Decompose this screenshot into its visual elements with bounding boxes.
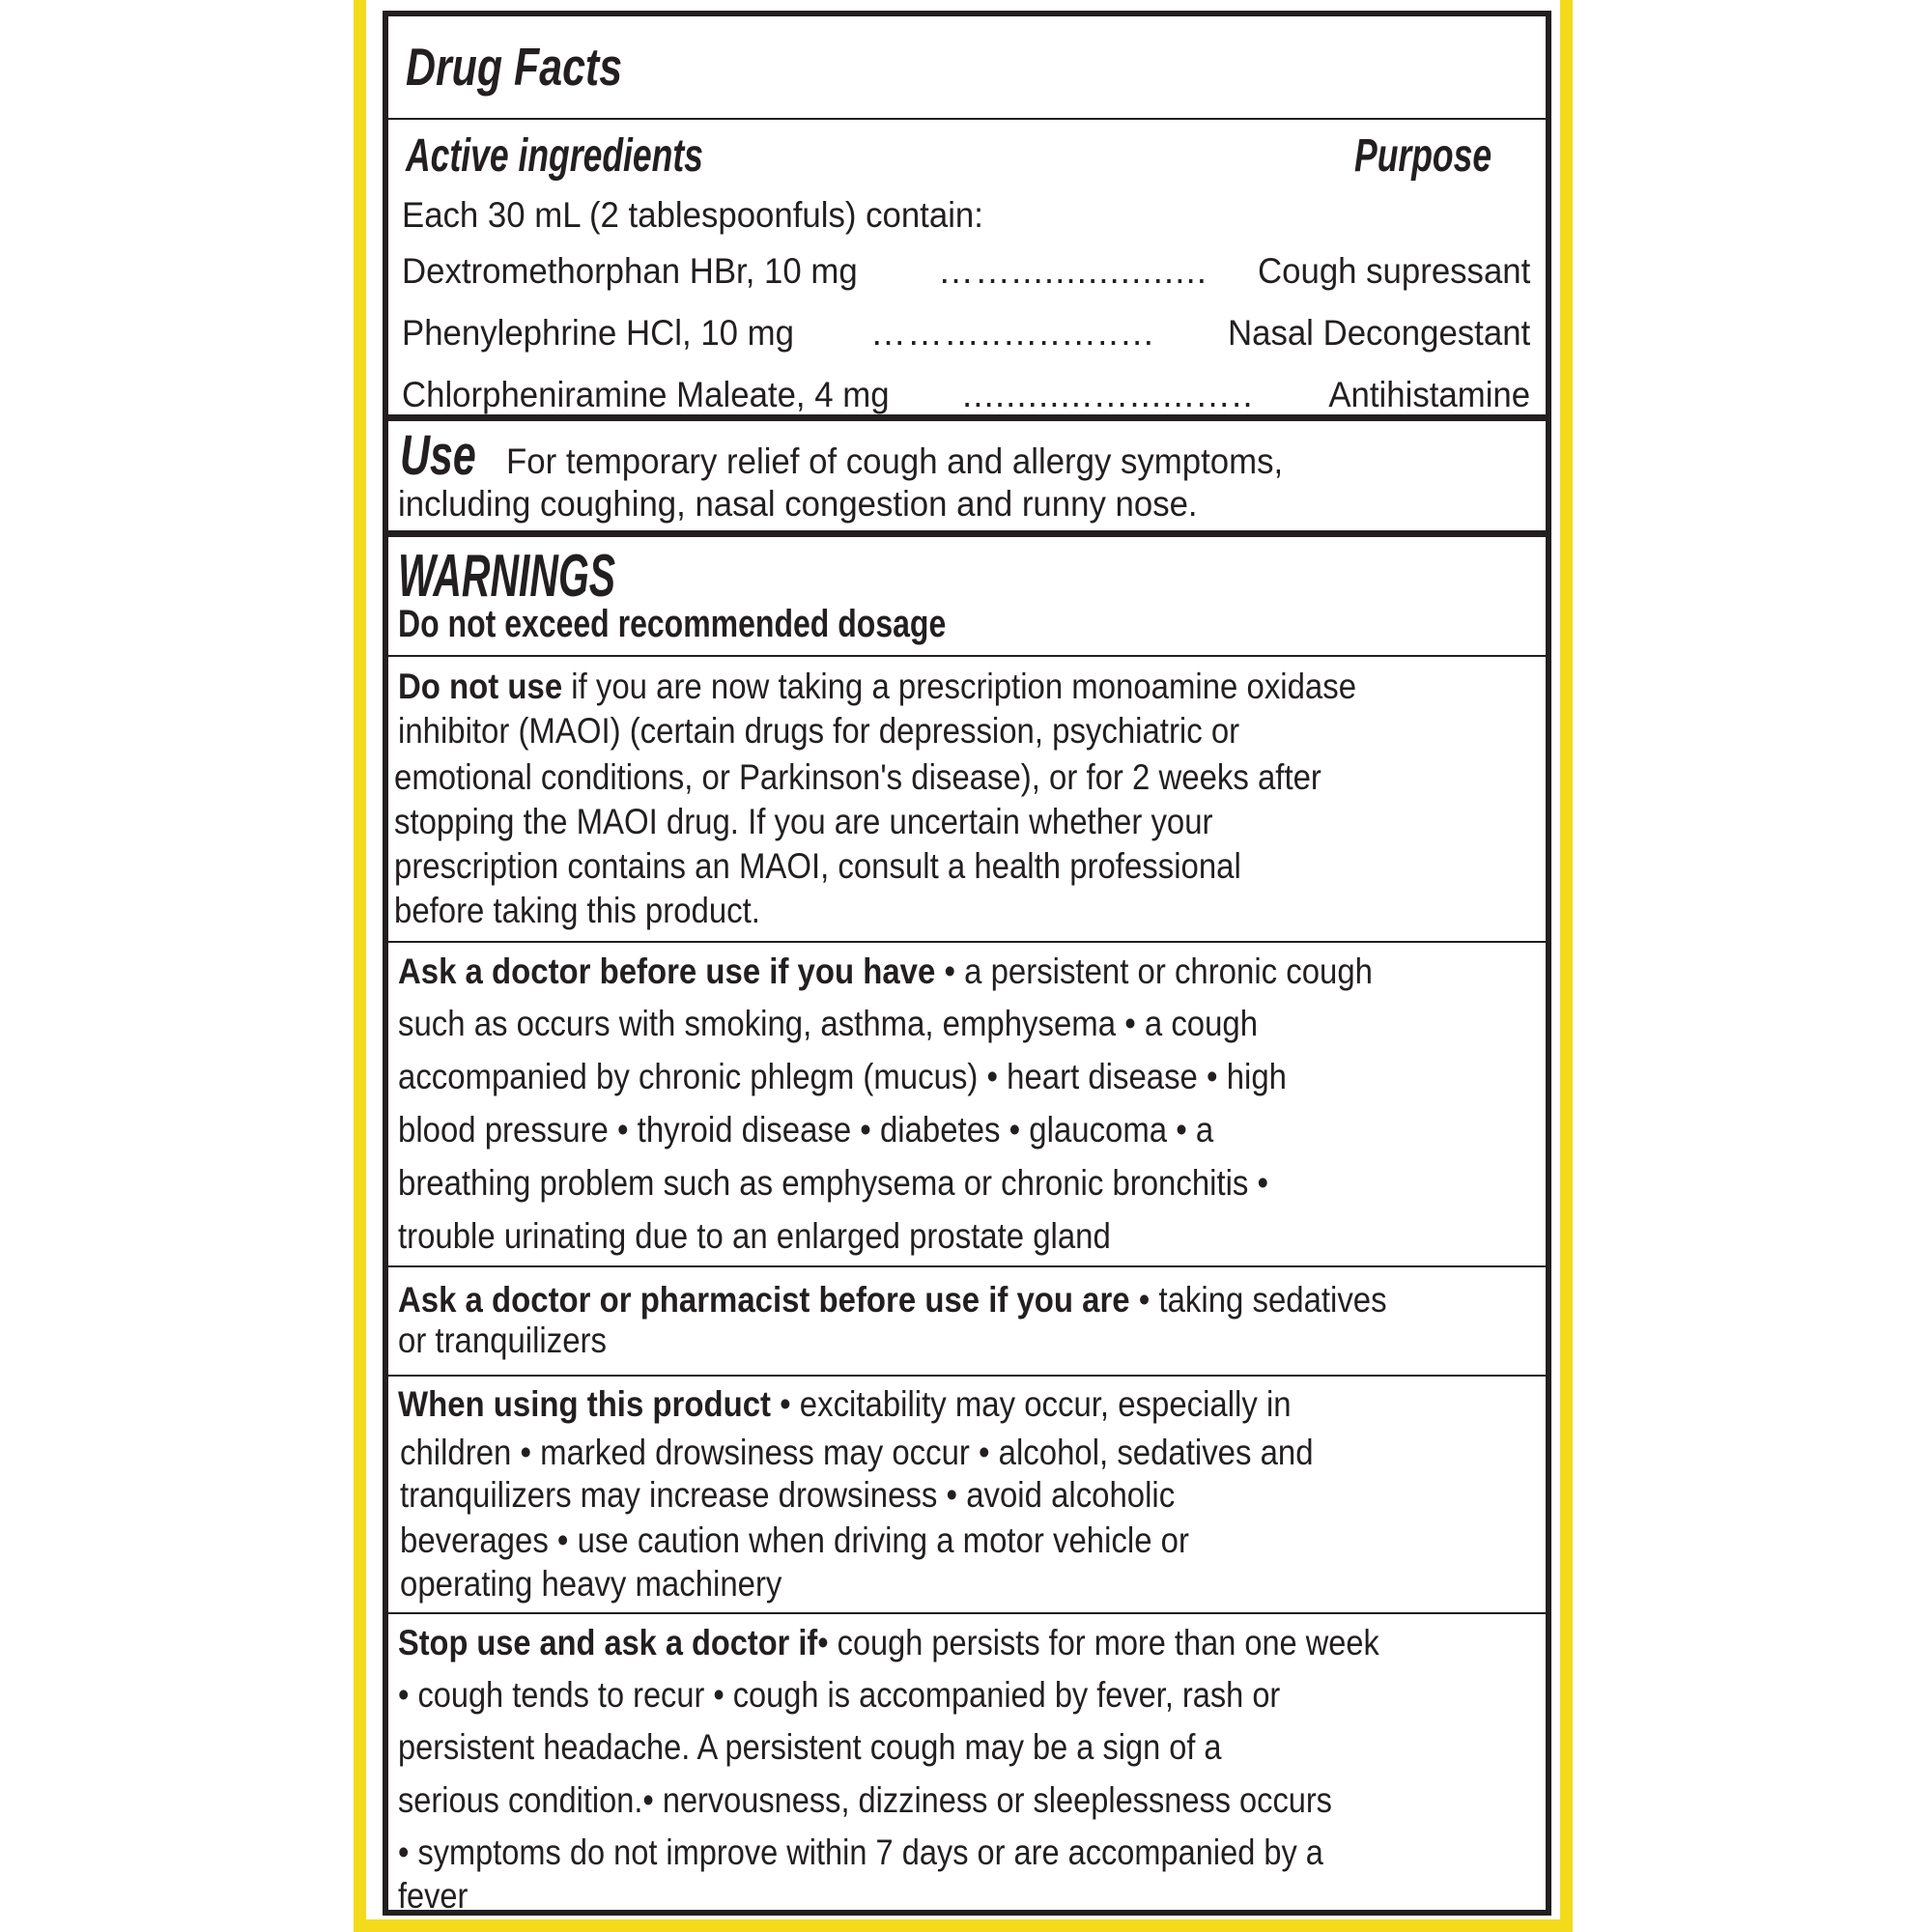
ingredient-row <box>402 248 1530 295</box>
when-using-text: beverages • use caution when driving a motor vehicle or <box>400 1520 1189 1560</box>
title-section <box>388 16 1546 120</box>
stop-use-text: • cough persists for more than one week <box>817 1623 1379 1662</box>
do-not-use-text: prescription contains an MAOI, consult a health professional <box>394 846 1241 886</box>
use-text-line: For temporary relief of cough and allergy symptoms, <box>506 441 1284 481</box>
when-using-text: • excitability may occur, especially in <box>770 1384 1292 1424</box>
use-text-line: including coughing, nasal congestion and runny nose. <box>398 484 1198 524</box>
when-using-text: tranquilizers may increase drowsiness • avoid alcoholic <box>400 1475 1176 1515</box>
ask-pharmacist-section <box>388 1267 1546 1377</box>
stop-use-text: • symptoms do not improve within 7 days or are accompanied by a <box>398 1833 1323 1872</box>
leader-dots: ………..…..…..… <box>870 313 1156 353</box>
ask-doctor-text: blood pressure • thyroid disease • diabetes • glaucoma • a <box>398 1110 1214 1150</box>
do-not-use-lead: Do not use <box>398 667 563 706</box>
warnings-subheading: Do not exceed recommended dosage <box>398 603 947 645</box>
warnings-heading-section <box>388 537 1546 657</box>
serving-note: Each 30 mL (2 tablespoonfuls) contain: <box>402 195 983 235</box>
ask-pharmacist-lead: Ask a doctor or pharmacist before use if you are <box>398 1280 1130 1320</box>
warnings-heading: WARNINGS <box>398 543 616 610</box>
stop-use-text: serious condition.• nervousness, dizziness or sleeplessness occurs <box>398 1780 1332 1820</box>
ingredient-name: Dextromethorphan HBr, 10 mg <box>402 251 858 291</box>
purpose-heading: Purpose <box>1354 130 1492 182</box>
ask-doctor-text: trouble urinating due to an enlarged prostate gland <box>398 1216 1111 1256</box>
stop-use-section <box>388 1614 1546 1916</box>
ask-pharmacist-text: • taking sedatives <box>1129 1280 1387 1320</box>
stop-use-lead: Stop use and ask a doctor if <box>398 1623 818 1662</box>
stop-use-text: • cough tends to recur • cough is accompanied by fever, rash or <box>398 1675 1281 1715</box>
do-not-use-text: inhibitor (MAOI) (certain drugs for depression, psychiatric or <box>398 711 1240 751</box>
ask-doctor-lead: Ask a doctor before use if you have <box>398 952 936 991</box>
ask-doctor-text: breathing problem such as emphysema or chronic bronchitis • <box>398 1163 1269 1203</box>
ask-doctor-text: • a persistent or chronic cough <box>935 952 1373 991</box>
when-using-lead: When using this product <box>398 1384 771 1424</box>
use-section <box>388 421 1546 537</box>
active-ingredients-heading: Active ingredients <box>406 130 703 182</box>
leader-dots: ............…......….. <box>962 375 1254 414</box>
do-not-use-text: stopping the MAOI drug. If you are uncertain whether your <box>394 802 1213 841</box>
ingredient-purpose: Nasal Decongestant <box>1227 313 1530 353</box>
do-not-use-section <box>388 657 1546 943</box>
page-title: Drug Facts <box>406 37 623 97</box>
stop-use-text: persistent headache. A persistent cough may be a sign of a <box>398 1727 1222 1767</box>
ask-doctor-section <box>388 943 1546 1267</box>
drug-facts-label <box>354 0 1573 1932</box>
ingredient-row <box>402 372 1530 418</box>
ask-doctor-text: accompanied by chronic phlegm (mucus) • heart disease • high <box>398 1057 1287 1096</box>
active-ingredients-section <box>388 120 1546 421</box>
when-using-text: operating heavy machinery <box>400 1564 782 1604</box>
ask-doctor-text: such as occurs with smoking, asthma, emphysema • a cough <box>398 1004 1259 1043</box>
do-not-use-text: if you are now taking a prescription monoamine oxidase <box>562 667 1357 706</box>
ingredient-name: Phenylephrine HCl, 10 mg <box>402 313 794 353</box>
do-not-use-text: before taking this product. <box>394 891 760 930</box>
leader-dots: …….................. <box>938 251 1208 291</box>
stop-use-text: fever <box>398 1876 469 1916</box>
ingredient-row <box>402 310 1530 356</box>
when-using-text: children • marked drowsiness may occur • alcohol, sedatives and <box>400 1433 1314 1472</box>
drug-facts-panel <box>383 11 1551 1916</box>
do-not-use-text: emotional conditions, or Parkinson's disease), or for 2 weeks after <box>394 757 1321 797</box>
ingredient-purpose: Cough supressant <box>1257 251 1530 291</box>
use-heading: Use <box>400 424 476 487</box>
ingredient-name: Chlorpheniramine Maleate, 4 mg <box>402 375 890 414</box>
ask-pharmacist-text: or tranquilizers <box>398 1321 607 1360</box>
when-using-section <box>388 1377 1546 1614</box>
ingredient-purpose: Antihistamine <box>1328 375 1530 414</box>
serving-note-row <box>402 192 1530 239</box>
